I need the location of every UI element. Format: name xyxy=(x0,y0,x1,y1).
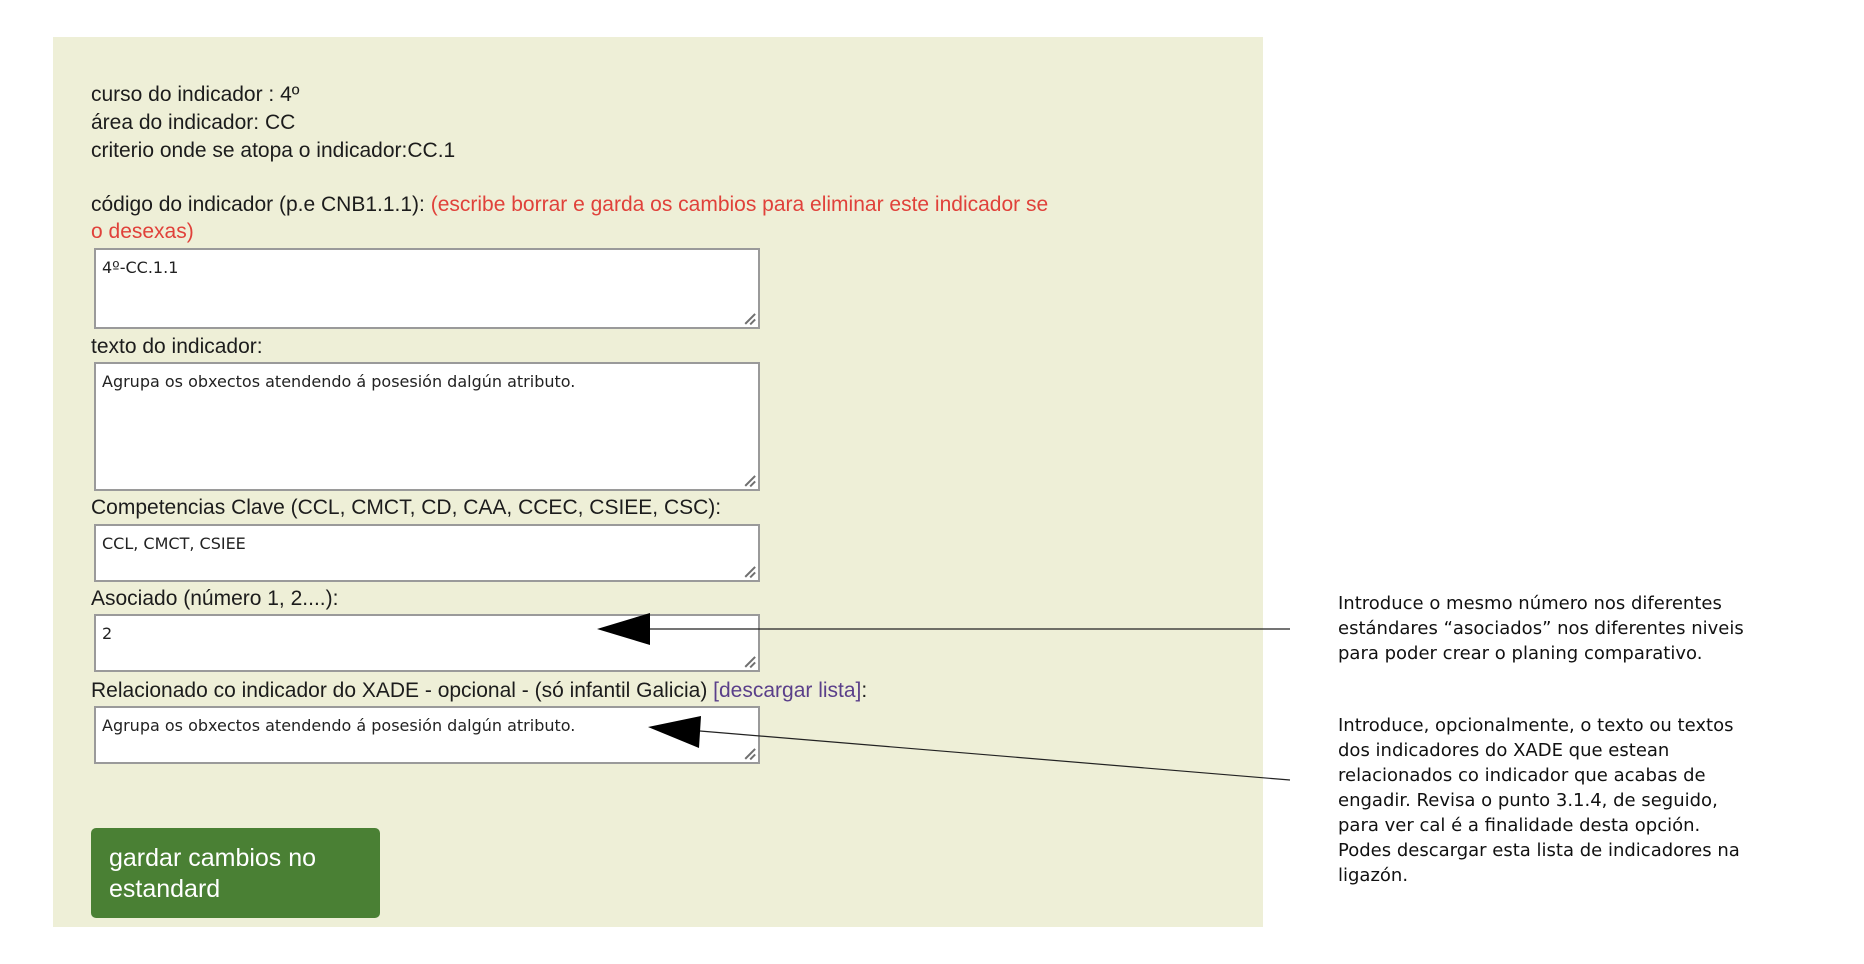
save-button-line2: estandard xyxy=(109,875,221,903)
text-label: texto do indicador: xyxy=(91,335,263,358)
annotation-line: Introduce o mesmo número nos diferentes xyxy=(1338,593,1722,614)
save-changes-button[interactable] xyxy=(91,828,380,918)
code-label-text: código do indicador (p.e CNB1.1.1): xyxy=(91,193,431,216)
asociado-label: Asociado (número 1, 2....): xyxy=(91,587,339,610)
annotation-line: Podes descargar esta lista de indicadores na xyxy=(1338,840,1740,861)
annotation-line: ligazón. xyxy=(1338,865,1409,886)
indicator-criterion: criterio onde se atopa o indicador:CC.1 xyxy=(91,139,456,162)
xade-annotation xyxy=(1338,713,1838,888)
annotation-line: Introduce, opcionalmente, o texto ou textos xyxy=(1338,715,1734,736)
code-textarea[interactable] xyxy=(94,248,760,329)
code-label xyxy=(91,191,1048,218)
asociado-annotation xyxy=(1338,591,1838,666)
annotation-line: relacionados co indicador que acabas de xyxy=(1338,765,1706,786)
annotation-line: para ver cal é a finalidade desta opción. xyxy=(1338,815,1701,836)
annotation-line: estándares “asociados” nos diferentes niveis xyxy=(1338,618,1744,639)
indicator-area: área do indicador: CC xyxy=(91,111,296,134)
competencias-textarea[interactable] xyxy=(94,524,760,582)
annotation-line: dos indicadores do XADE que estean xyxy=(1338,740,1670,761)
text-textarea[interactable] xyxy=(94,362,760,491)
indicator-course: curso do indicador : 4º xyxy=(91,83,300,106)
competencias-label: Competencias Clave (CCL, CMCT, CD, CAA, CCEC, CSIEE, CSC): xyxy=(91,496,722,519)
save-button-line1: gardar cambios no xyxy=(109,844,317,872)
code-delete-warning-continued: o desexas) xyxy=(91,220,194,243)
code-delete-warning: (escribe borrar e garda os cambios para eliminar este indicador se xyxy=(430,193,1049,216)
xade-textarea[interactable] xyxy=(94,706,760,764)
xade-label xyxy=(91,677,867,704)
xade-label-suffix: : xyxy=(861,679,868,702)
download-list-link[interactable]: [descargar lista] xyxy=(713,679,862,702)
annotation-line: engadir. Revisa o punto 3.1.4, de seguido, xyxy=(1338,790,1718,811)
annotation-line: para poder crear o planing comparativo. xyxy=(1338,643,1703,664)
asociado-textarea[interactable] xyxy=(94,614,760,672)
xade-label-text: Relacionado co indicador do XADE - opcional - (só infantil Galicia) xyxy=(91,679,714,702)
